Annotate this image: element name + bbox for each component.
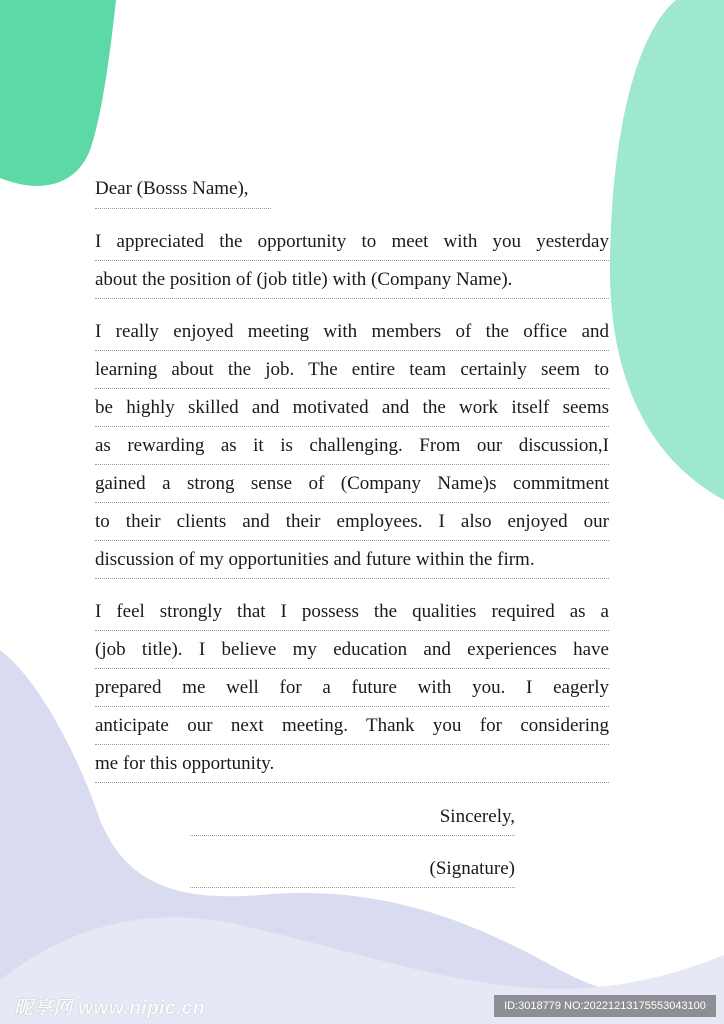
paragraph-line: discussion of my opportunities and future within the firm. <box>95 541 609 579</box>
paragraph-line: as rewarding as it is challenging. From our discussion,I <box>95 427 609 465</box>
signature-line: (Signature) <box>190 850 515 888</box>
paragraph-line: be highly skilled and motivated and the work itself seems <box>95 389 609 427</box>
paragraph-line: me for this opportunity. <box>95 745 609 783</box>
salutation: Dear (Bosss Name), <box>95 170 271 209</box>
paragraph-line: I feel strongly that I possess the qualities required as a <box>95 593 609 631</box>
mint-blob-right <box>610 0 724 500</box>
paragraph-2 <box>95 313 609 579</box>
paragraph-line: about the position of (job title) with (Company Name). <box>95 261 609 299</box>
paragraph-3 <box>95 593 609 783</box>
paragraph-line: anticipate our next meeting. Thank you for considering <box>95 707 609 745</box>
paragraph-line: learning about the job. The entire team certainly seem to <box>95 351 609 389</box>
watermark-site: 昵享网 www.nipic.cn <box>14 998 205 1019</box>
green-blob-top-left <box>0 0 116 186</box>
letter-body <box>95 170 609 783</box>
watermark-id: ID:3018779 NO:20221213175553043100 <box>494 995 716 1017</box>
paragraph-line: gained a strong sense of (Company Name)s commitment <box>95 465 609 503</box>
paragraph-line: (job title). I believe my education and experiences have <box>95 631 609 669</box>
paragraph-line: I appreciated the opportunity to meet with you yesterday <box>95 223 609 261</box>
paragraph-line: prepared me well for a future with you. I eagerly <box>95 669 609 707</box>
paragraph-line: I really enjoyed meeting with members of the office and <box>95 313 609 351</box>
paragraph-line: to their clients and their employees. I also enjoyed our <box>95 503 609 541</box>
closing-line: Sincerely, <box>190 798 515 836</box>
paragraph-1 <box>95 223 609 299</box>
